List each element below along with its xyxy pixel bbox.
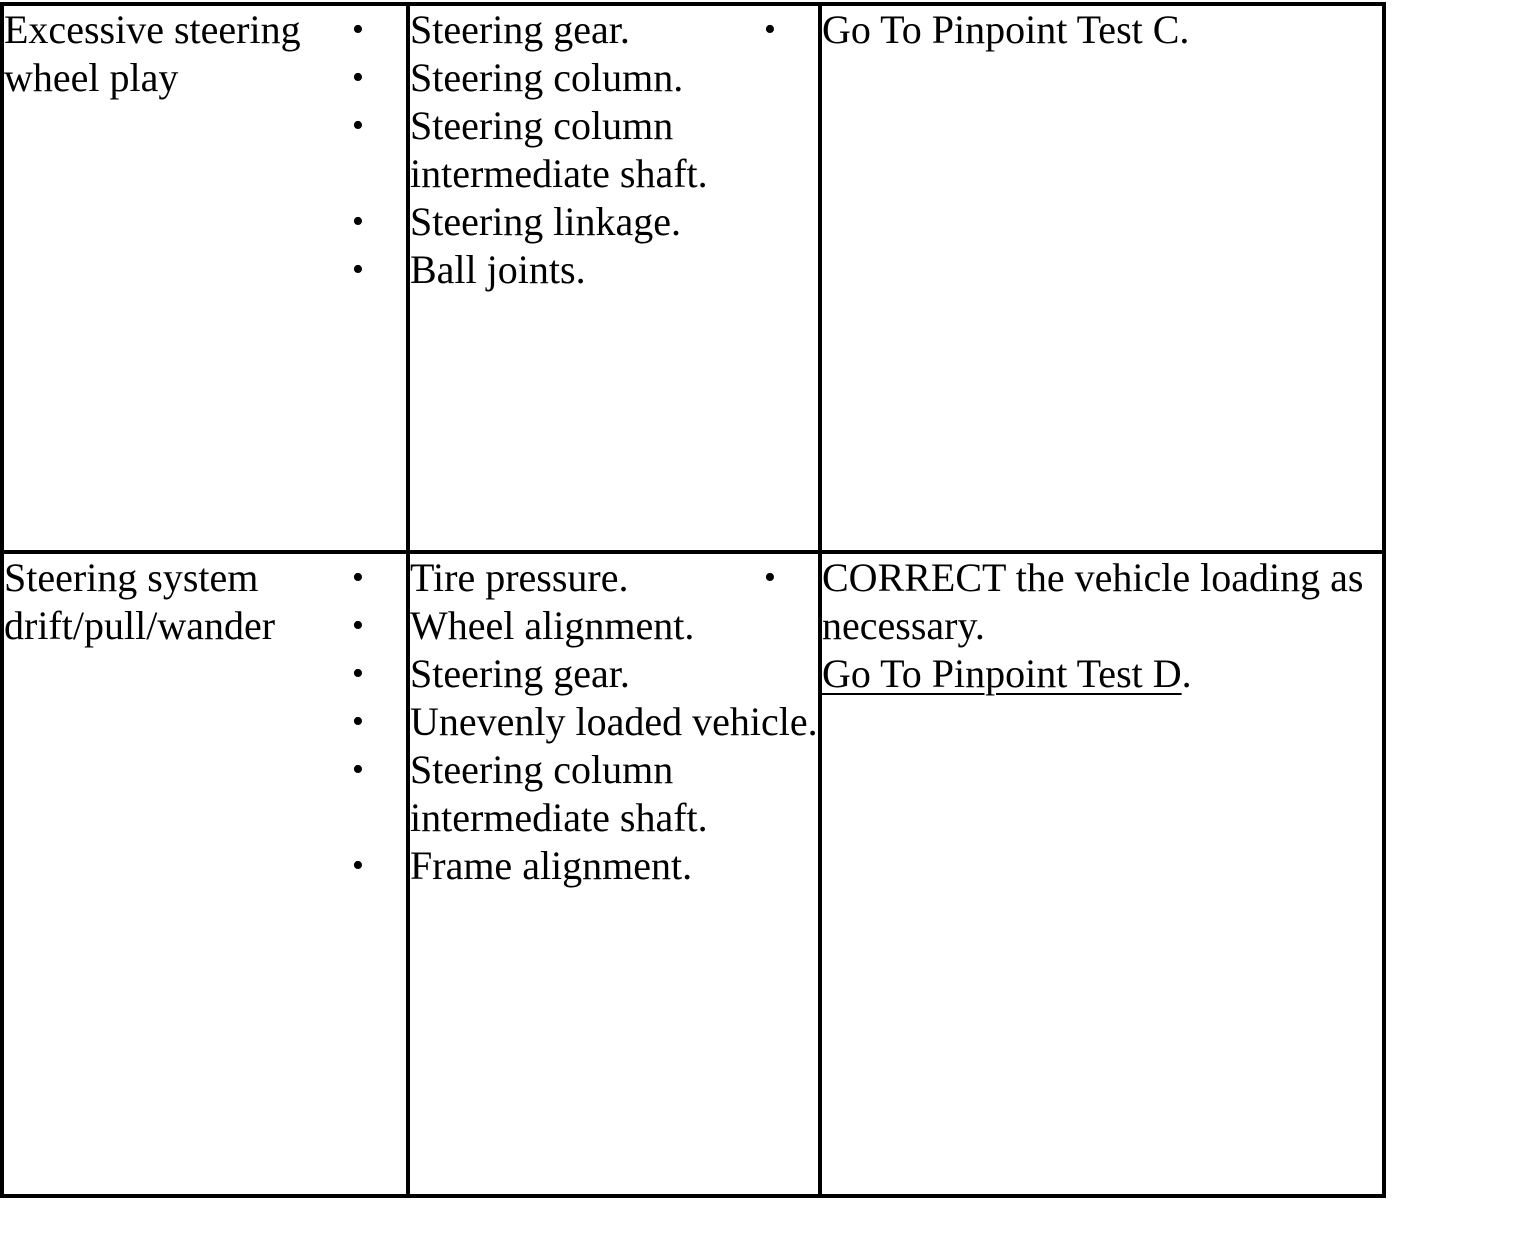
cause-cell <box>352 4 820 552</box>
cause-list <box>352 554 818 890</box>
symptom-list <box>4 554 406 650</box>
bullet-icon: • <box>352 203 364 240</box>
list-item: • Ball joints. <box>352 247 586 292</box>
bullet-icon: • <box>352 107 364 144</box>
bullet-icon: • <box>352 703 364 740</box>
list-item: • Wheel alignment. <box>352 603 695 648</box>
list-item: • Unevenly loaded vehicle. <box>352 699 818 744</box>
list-item: • Tire pressure. <box>352 555 629 600</box>
bullet-icon: • <box>352 847 364 884</box>
list-item: • Steering column intermediate shaft. <box>352 103 708 196</box>
symptom-list <box>4 6 406 102</box>
list-item: • Steering gear. <box>352 651 630 696</box>
list-item: • Steering linkage. <box>352 199 682 244</box>
pinpoint-test-c-link[interactable]: Go To Pinpoint Test C. <box>822 7 1190 52</box>
list-item: Excessive steering wheel play <box>4 7 301 100</box>
list-item: • CORRECT the vehicle loading as necessary. Go To Pinpoint Test D. <box>764 555 1364 696</box>
pinpoint-test-d-link[interactable]: Go To Pinpoint Test D <box>822 651 1182 696</box>
list-item: • Steering column. <box>352 55 684 100</box>
bullet-icon: • <box>764 559 776 596</box>
list-item: • Steering gear. <box>352 7 630 52</box>
bullet-icon: • <box>352 751 364 788</box>
diagnosis-table <box>0 2 1386 1198</box>
symptom-cell <box>2 4 408 552</box>
bullet-icon: • <box>352 607 364 644</box>
bullet-icon: • <box>352 59 364 96</box>
table-row <box>2 4 1384 552</box>
bullet-icon: • <box>352 11 364 48</box>
action-cell <box>764 4 1384 552</box>
action-text: CORRECT the vehicle loading as necessary. <box>822 555 1364 648</box>
bullet-icon: • <box>352 559 364 596</box>
bullet-icon: • <box>352 655 364 692</box>
action-list <box>764 6 1382 54</box>
list-item: Steering system drift/pull/wander <box>4 555 276 648</box>
action-cell <box>764 552 1384 1196</box>
list-item <box>764 6 1382 54</box>
table-row <box>2 552 1384 1196</box>
list-item: • Steering column intermediate shaft. <box>352 747 708 840</box>
bullet-icon: • <box>352 251 364 288</box>
cause-list <box>352 6 818 294</box>
action-list <box>764 554 1382 698</box>
list-item: • Frame alignment. <box>352 843 693 888</box>
symptom-cell <box>2 552 408 1196</box>
bullet-icon: • <box>764 11 776 48</box>
cause-cell <box>352 552 820 1196</box>
